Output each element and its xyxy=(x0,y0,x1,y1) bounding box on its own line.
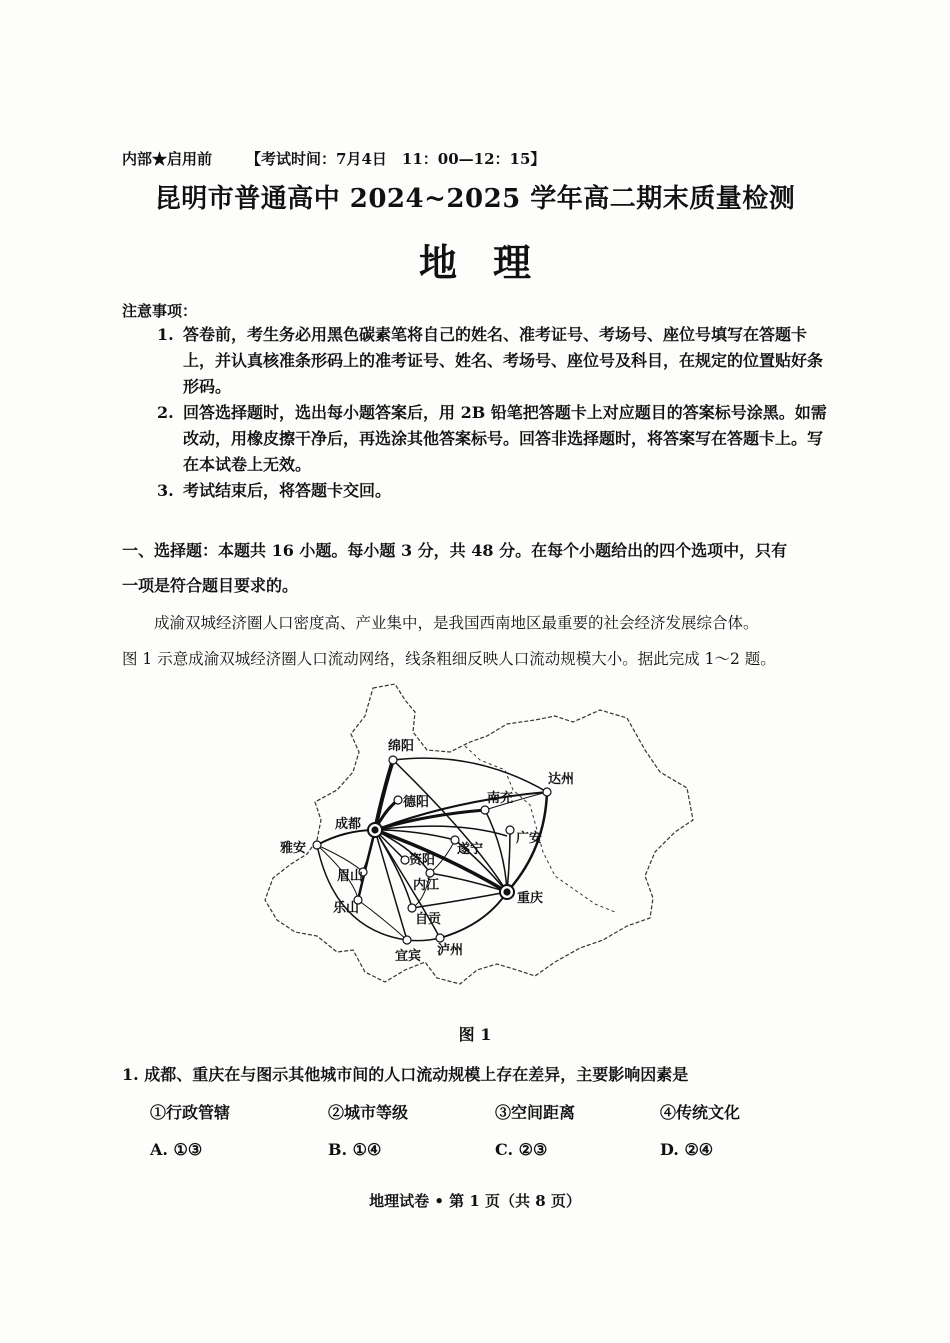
flow-line xyxy=(407,938,440,941)
factor-3: ③空间距离 xyxy=(495,1103,576,1122)
flow-line xyxy=(317,830,375,845)
label-mianyang: 绵阳 xyxy=(388,739,415,754)
node-yaan xyxy=(313,841,321,849)
node-dazhou xyxy=(543,788,551,796)
label-meishan: 眉山 xyxy=(337,869,364,884)
node-yibin xyxy=(403,936,411,944)
notice-item-1: 1. 答卷前，考生务必用黑色碳素笔将自己的姓名、准考证号、考场号、座位号填写在答题卡上，并认真核准条形码上的准考证号、姓名、考场号、座位号及科目，在规定的位置贴好条形码。 xyxy=(157,325,824,396)
label-leshan: 乐山 xyxy=(333,901,360,916)
choice-c: C. ②③ xyxy=(495,1140,548,1159)
node-chongqing-core xyxy=(504,889,510,895)
factor-1: ①行政管辖 xyxy=(150,1103,231,1122)
factor-2: ②城市等级 xyxy=(328,1103,409,1122)
node-zigong xyxy=(408,904,416,912)
node-chengdu-core xyxy=(372,827,378,833)
node-neijiang xyxy=(426,869,434,877)
choice-a: A. ①③ xyxy=(150,1140,203,1159)
choice-d: D. ②④ xyxy=(660,1140,714,1159)
label-ziyang: 资阳 xyxy=(409,853,436,868)
node-ziyang xyxy=(401,856,409,864)
label-guangan: 广安 xyxy=(516,831,543,846)
choice-b: B. ①④ xyxy=(328,1140,382,1159)
node-nanchong xyxy=(481,806,489,814)
label-chengdu: 成都 xyxy=(335,817,362,832)
node-mianyang xyxy=(389,756,397,764)
factor-4: ④传统文化 xyxy=(660,1103,741,1122)
label-neijiang: 内江 xyxy=(413,878,440,893)
population-flow-map xyxy=(255,680,695,1015)
section-heading-line1: 一、选择题：本题共 16 小题。每小题 3 分，共 48 分。在每个小题给出的四个选项中，只有 xyxy=(122,541,788,560)
exam-time: 【考试时间：7月4日 11：00—12：15】 xyxy=(246,150,546,168)
stem-line1: 成渝双城经济圈人口密度高、产业集中，是我国西南地区最重要的社会经济发展综合体。 xyxy=(154,614,759,632)
flow-line xyxy=(375,760,393,830)
flow-line xyxy=(507,830,510,892)
region-outline-inner xyxy=(465,746,615,912)
page-footer: 地理试卷 • 第 1 页（共 8 页） xyxy=(369,1192,581,1210)
question-1-stem: 1. 成都、重庆在与图示其他城市间的人口流动规模上存在差异，主要影响因素是 xyxy=(122,1065,689,1084)
label-yibin: 宜宾 xyxy=(395,949,422,964)
exam-header xyxy=(122,148,545,169)
notice-heading: 注意事项： xyxy=(122,302,198,320)
label-luzhou: 泸州 xyxy=(437,943,464,958)
confidential-label: 内部★启用前 xyxy=(122,150,213,168)
flow-line xyxy=(393,758,547,792)
label-nanchong: 南充 xyxy=(487,791,514,806)
label-zigong: 自贡 xyxy=(415,912,442,927)
node-luzhou xyxy=(436,934,444,942)
figure-caption: 图 1 xyxy=(458,1025,492,1044)
region-outline xyxy=(265,684,693,984)
label-deyang: 德阳 xyxy=(403,795,430,810)
exam-title: 昆明市普通高中 2024~2025 学年高二期末质量检测 xyxy=(154,184,796,214)
section-heading-line2: 一项是符合题目要求的。 xyxy=(122,576,299,595)
stem-line2: 图 1 示意成渝双城经济圈人口流动网络，线条粗细反映人口流动规模大小。据此完成 1～2 题。 xyxy=(122,650,776,668)
node-deyang xyxy=(394,796,402,804)
flow-line xyxy=(358,830,375,900)
subject-title: 地理 xyxy=(418,240,567,285)
label-suining: 遂宁 xyxy=(457,842,484,857)
notice-item-2: 2. 回答选择题时，选出每小题答案后，用 2B 铅笔把答题卡上对应题目的答案标号涂黑。如需改动，用橡皮擦干净后，再选涂其他答案标号。回答非选择题时，将答案写在答题卡上。写在本试卷上无效。 xyxy=(157,403,827,474)
flow-line xyxy=(412,892,507,908)
label-chongqing: 重庆 xyxy=(517,891,544,906)
notice-item-3: 3. 考试结束后，将答题卡交回。 xyxy=(157,481,392,500)
flow-line xyxy=(440,892,507,938)
label-dazhou: 达州 xyxy=(548,772,575,787)
label-yaan: 雅安 xyxy=(280,841,307,856)
node-guangan xyxy=(506,826,514,834)
